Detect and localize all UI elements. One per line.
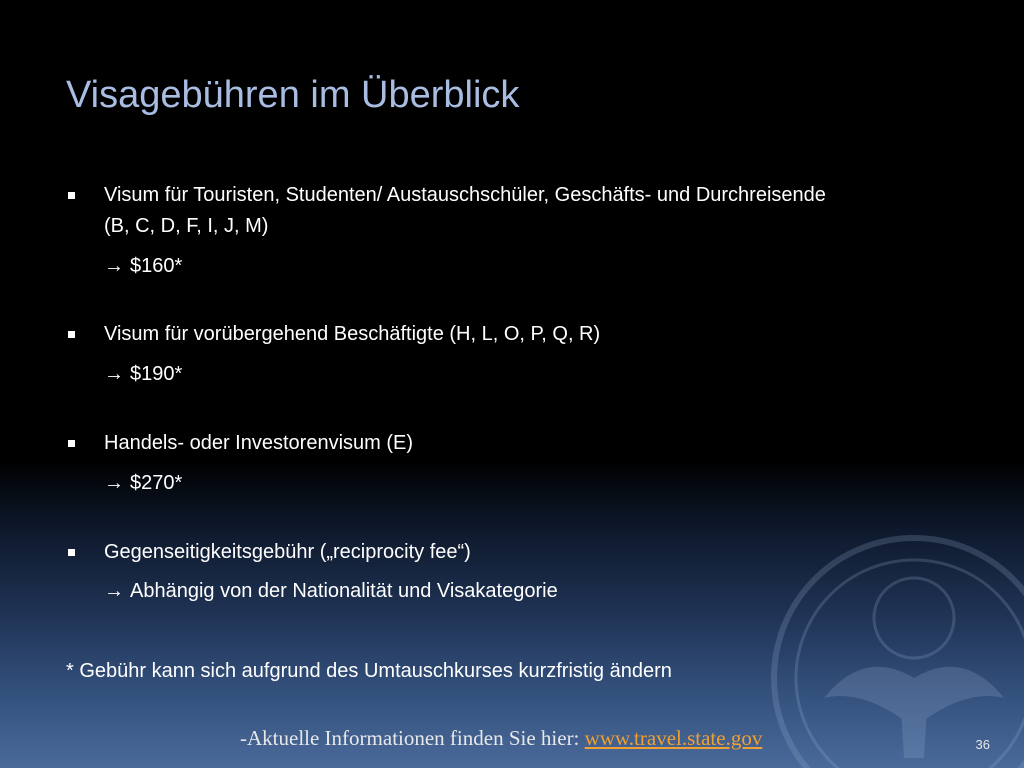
slide-title: Visagebühren im Überblick <box>66 74 520 116</box>
info-prefix: -Aktuelle Informationen finden Sie hier: <box>240 726 585 750</box>
travel-state-gov-link[interactable]: www.travel.state.gov <box>584 726 763 750</box>
fee-line-investor <box>104 472 182 495</box>
bullet-text: Visum für Touristen, Studenten/ Austauschschüler, Geschäfts- und Durchreisende (B, C, D, F, I, J, M) <box>104 184 826 237</box>
square-bullet-icon <box>68 440 75 447</box>
bullet-text: Handels- oder Investorenvisum (E) <box>104 432 414 454</box>
fee-line-temporary-workers <box>104 363 182 386</box>
fee-value: $160* <box>130 255 183 277</box>
right-arrow-icon: → <box>104 472 124 494</box>
fee-value: Abhängig von der Nationalität und Visakategorie <box>130 580 558 602</box>
bullet-text: Visum für vorübergehend Beschäftigte (H, L, O, P, Q, R) <box>104 323 601 345</box>
info-line <box>240 726 762 751</box>
right-arrow-icon: → <box>104 580 124 602</box>
fee-line-reciprocity <box>104 580 558 603</box>
footnote: * Gebühr kann sich aufgrund des Umtauschkurses kurzfristig ändern <box>66 660 672 682</box>
page-number: 36 <box>975 737 990 752</box>
square-bullet-icon <box>68 331 75 338</box>
right-arrow-icon: → <box>104 255 124 277</box>
square-bullet-icon <box>68 192 75 199</box>
bullet-text: Gegenseitigkeitsgebühr („reciprocity fee“) <box>104 541 471 563</box>
fee-value: $270* <box>130 472 183 494</box>
right-arrow-icon: → <box>104 363 124 385</box>
fee-line-tourist <box>104 255 182 278</box>
fee-value: $190* <box>130 363 183 385</box>
square-bullet-icon <box>68 549 75 556</box>
